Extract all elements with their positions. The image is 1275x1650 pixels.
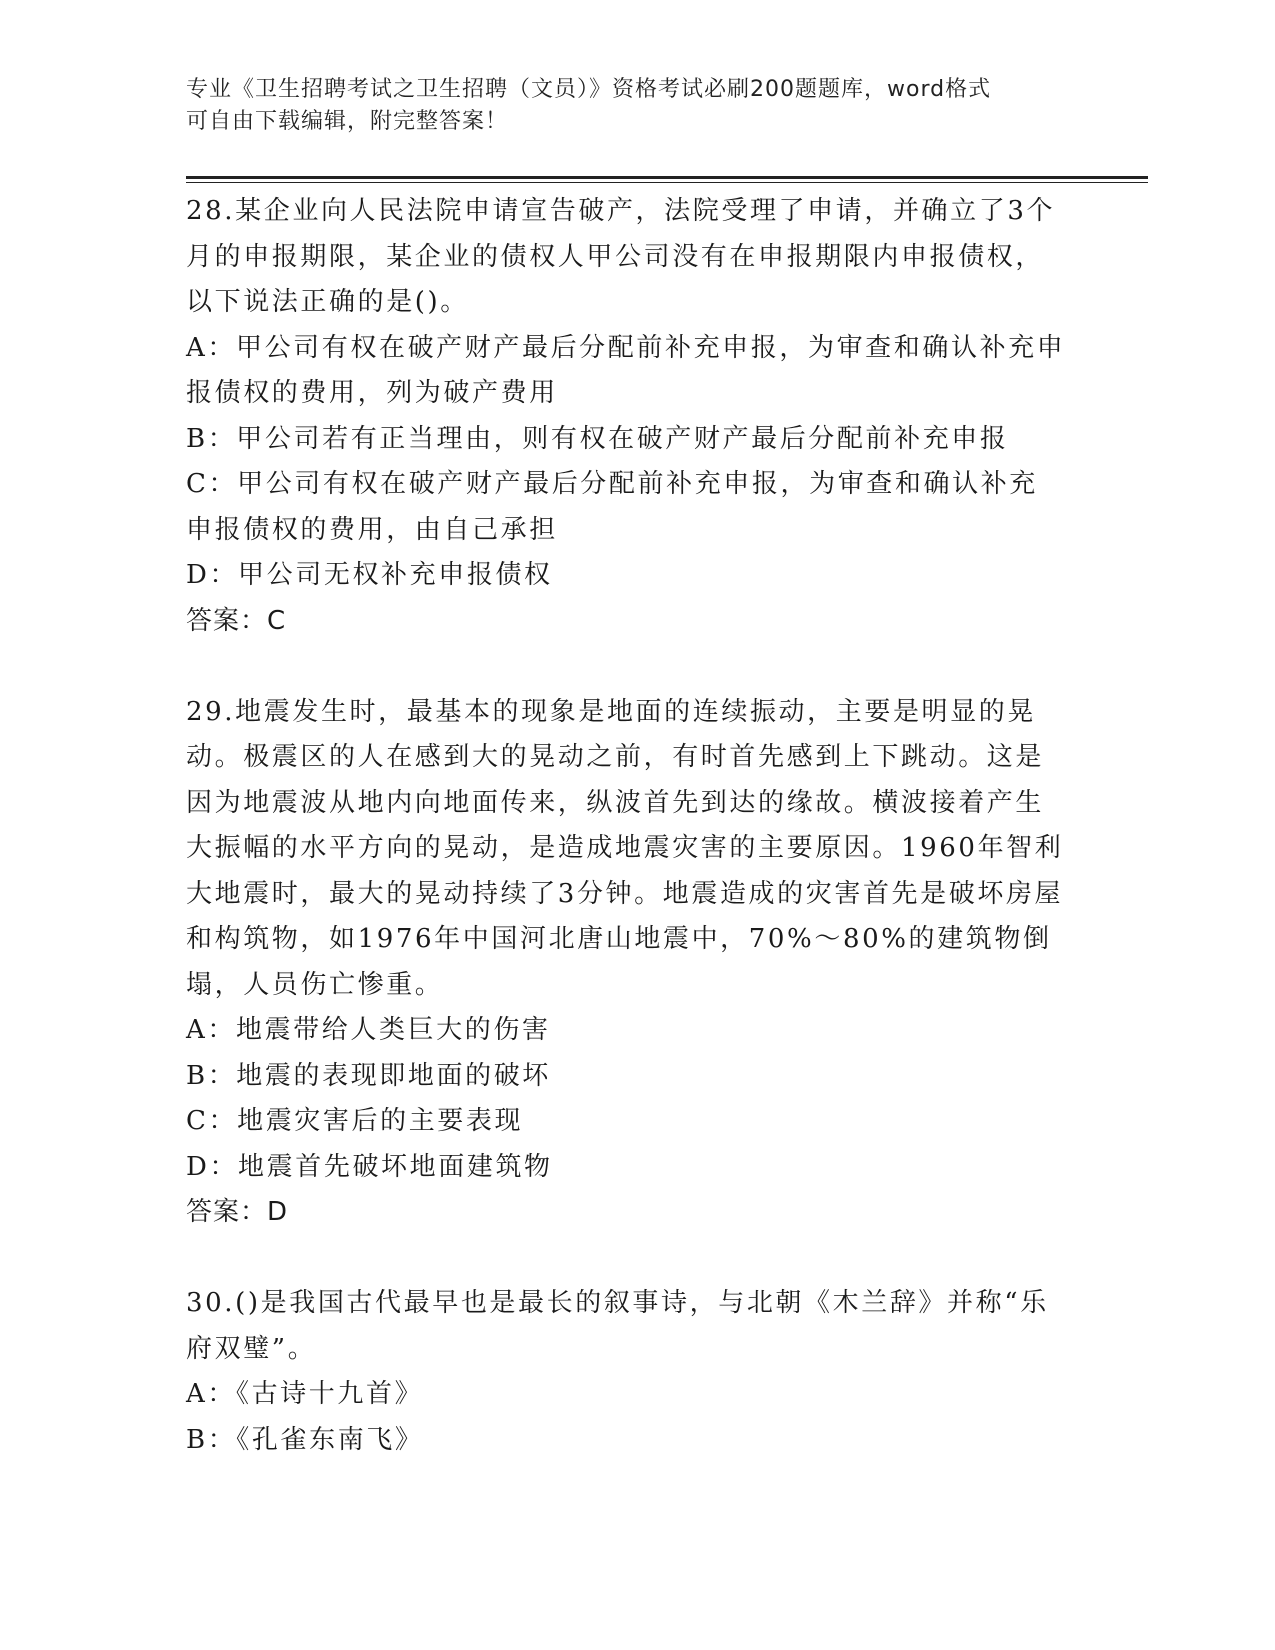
option-c: C：甲公司有权在破产财产最后分配前补充申报，为审查和确认补充申报债权的费用，由自己承担 (186, 469, 1038, 545)
question-spacer (186, 644, 1066, 690)
question-list (186, 189, 1066, 1463)
header-rule-thick (186, 176, 1148, 179)
page-header (186, 74, 1066, 138)
option-b: B：《孔雀东南飞》 (186, 1424, 424, 1455)
question-30 (186, 1281, 1066, 1463)
question-spacer (186, 1236, 1066, 1282)
answer: 答案：C (186, 605, 287, 636)
header-line-2: 可自由下载编辑，附完整答案！ (186, 109, 509, 134)
question-text: 30.()是我国古代最早也是最长的叙事诗，与北朝《木兰辞》并称“乐府双璧”。 (186, 1288, 1049, 1364)
option-d: D：甲公司无权补充申报债权 (186, 560, 553, 590)
header-line-1: 专业《卫生招聘考试之卫生招聘（文员）》资格考试必刷200题题库，word格式 (186, 77, 992, 102)
header-rule-thin (186, 182, 1148, 183)
question-text: 29.地震发生时，最基本的现象是地面的连续振动，主要是明显的晃动。极震区的人在感到大的晃动之前，有时首先感到上下跳动。这是因为地震波从地内向地面传来，纵波首先到达的缘故。横波接着产生大振幅的水平方向的晃动，是造成地震灾害的主要原因。1960年智利大地震时，最大的晃动持续了3分钟。地震造成的灾害首先是破坏房屋和构筑物，如1976年中国河北唐山地震中，70%～80%的建筑物倒塌，人员伤亡惨重。 (186, 696, 1064, 1000)
option-c: C：地震灾害后的主要表现 (186, 1106, 524, 1136)
option-d: D：地震首先破坏地面建筑物 (186, 1151, 553, 1182)
question-28 (186, 189, 1066, 644)
option-b: B：地震的表现即地面的破坏 (186, 1060, 551, 1091)
option-a: A：地震带给人类巨大的伤害 (186, 1015, 551, 1045)
option-b: B：甲公司若有正当理由，则有权在破产财产最后分配前补充申报 (186, 423, 1009, 454)
option-a: A：《古诗十九首》 (186, 1379, 424, 1409)
question-29 (186, 690, 1066, 1236)
option-a: A：甲公司有权在破产财产最后分配前补充申报，为审查和确认补充申报债权的费用，列为破产费用 (186, 332, 1066, 408)
answer: 答案：D (186, 1197, 289, 1227)
question-text: 28.某企业向人民法院申请宣告破产，法院受理了申请，并确立了3个月的申报期限，某企业的债权人甲公司没有在申报期限内申报债权，以下说法正确的是()。 (186, 196, 1056, 317)
